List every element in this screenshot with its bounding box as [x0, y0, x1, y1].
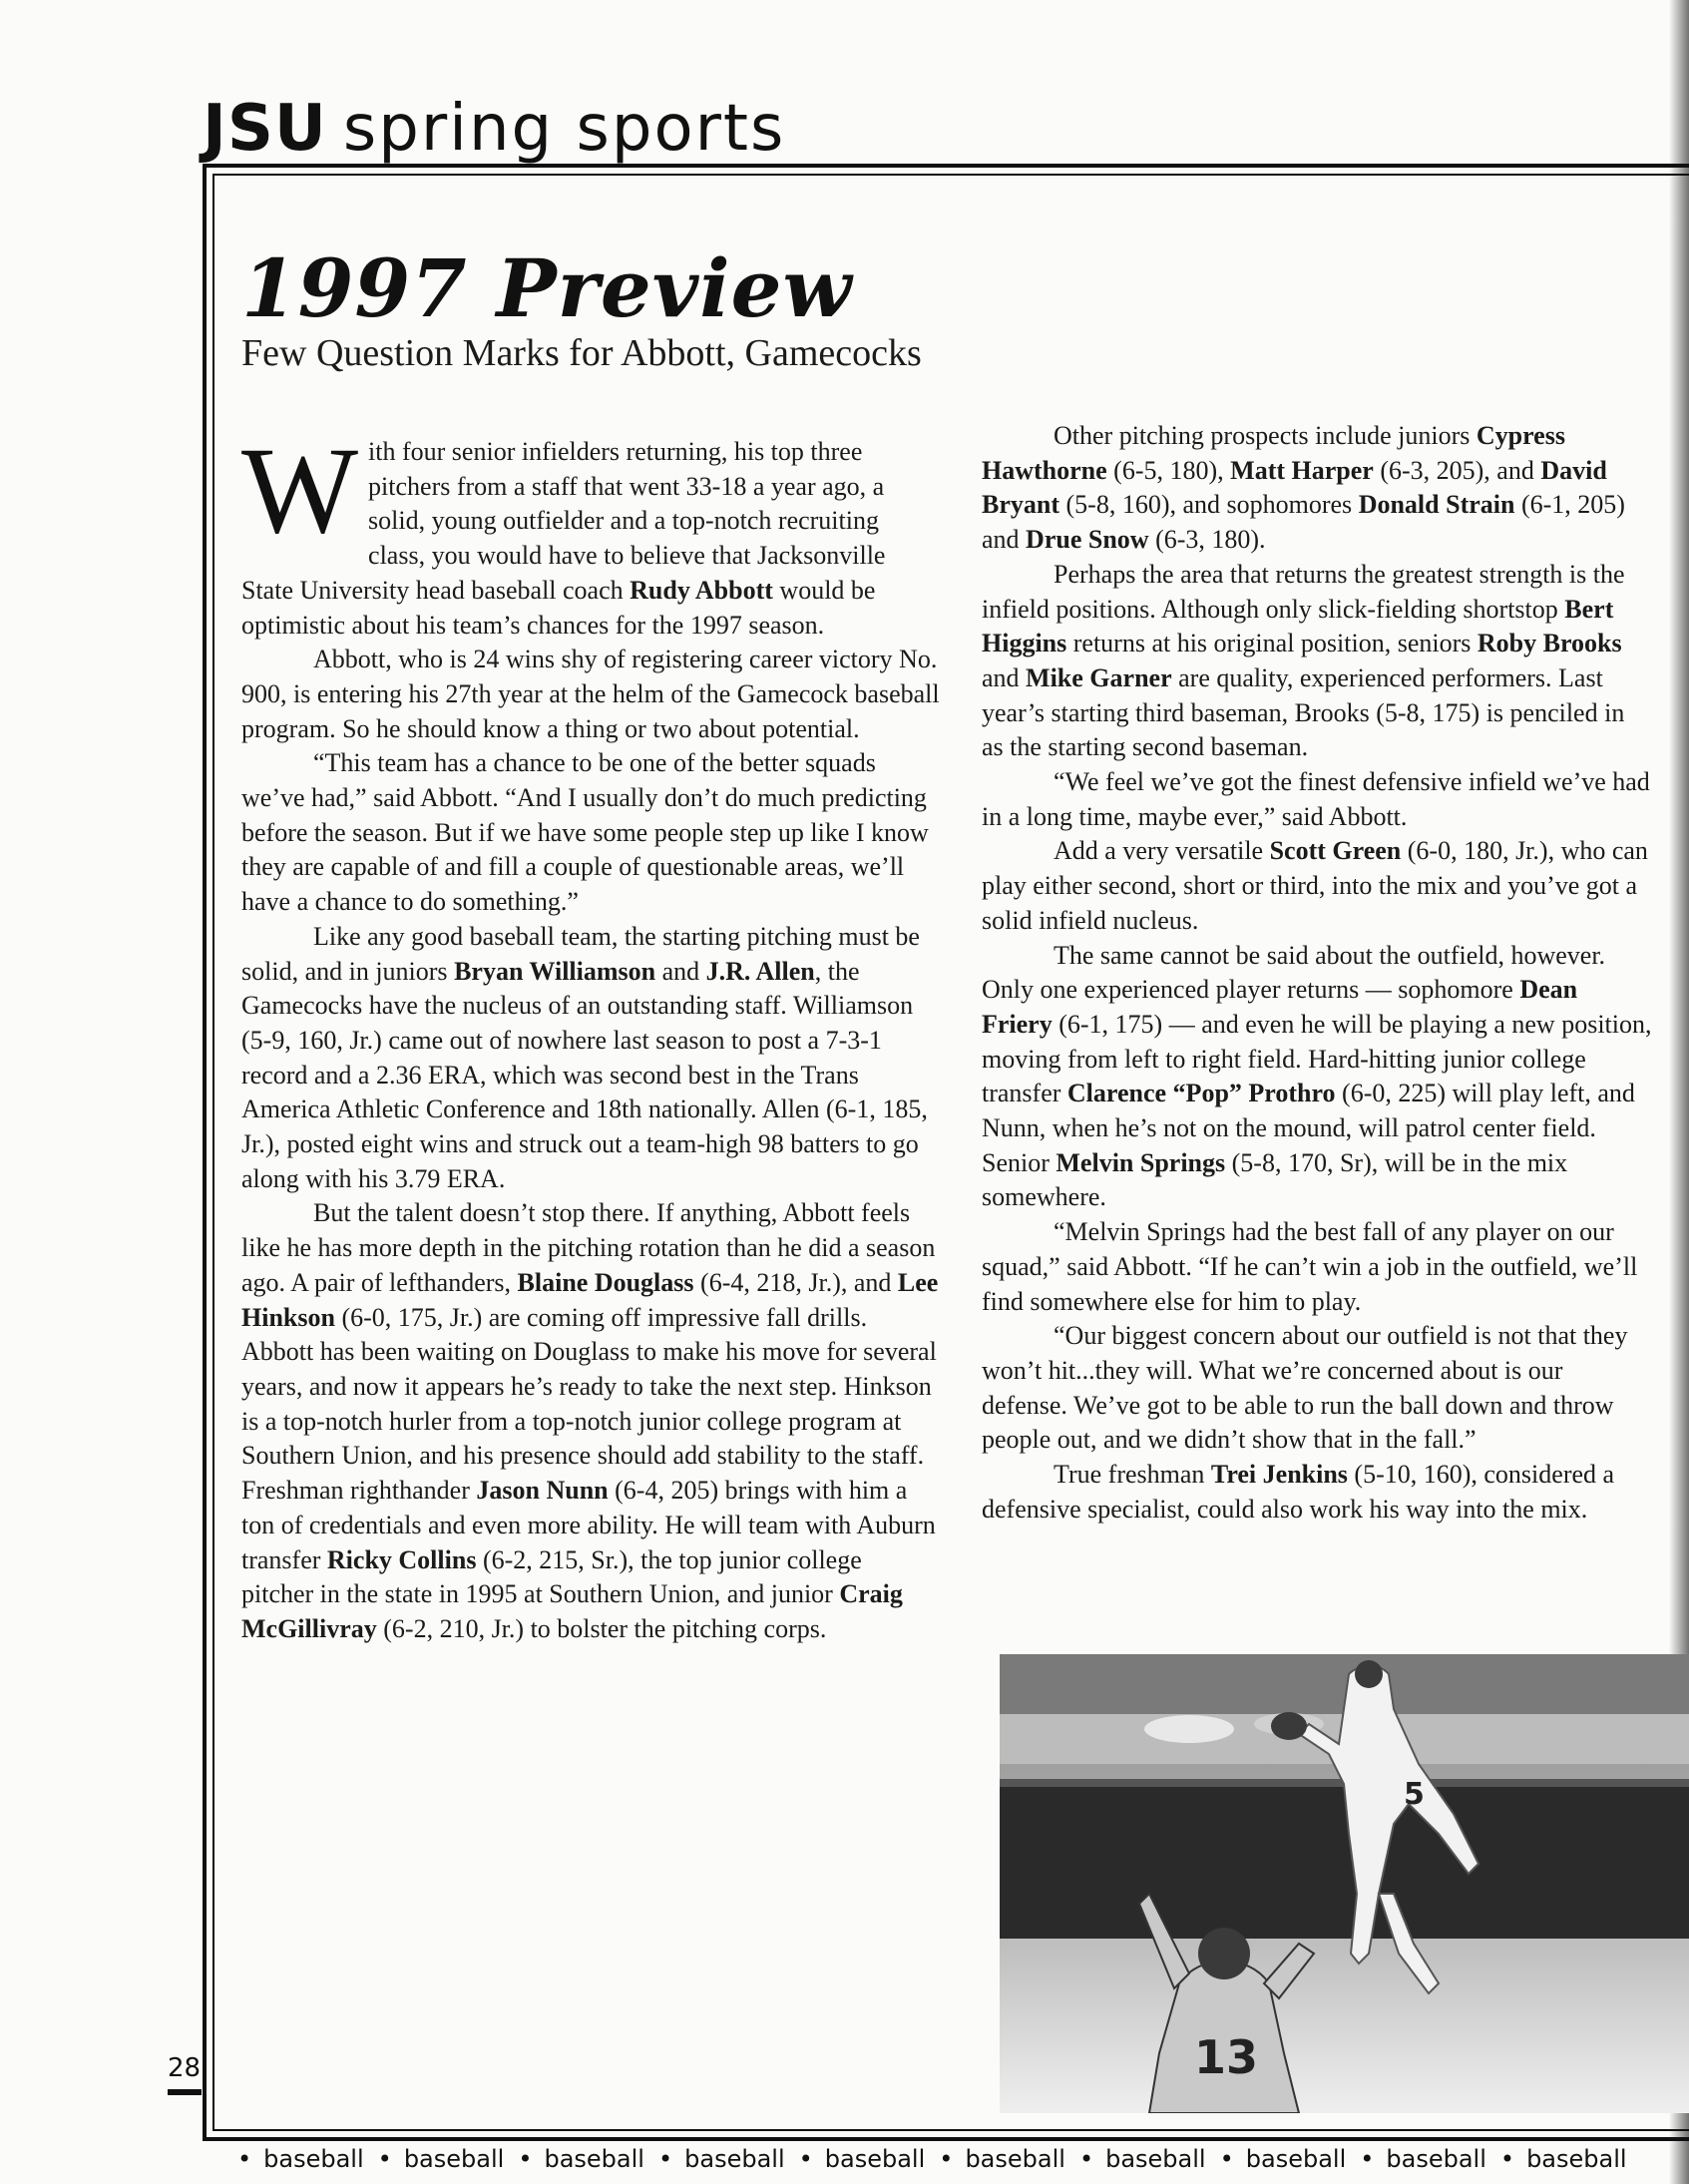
player-name: Craig McGillivray: [241, 1579, 903, 1643]
footer-item: [1500, 2145, 1627, 2173]
footer-bullet: •: [377, 2145, 392, 2173]
text: Add a very versatile: [1054, 836, 1270, 866]
footer-bullet: •: [237, 2145, 252, 2173]
player-name: Jason Nunn: [476, 1476, 609, 1506]
footer-item: [658, 2145, 785, 2173]
paragraph: “Melvin Springs had the best fall of any player on our squad,” said Abbott. “If he can’t win a job in the outfield, we’ll find somewhere else for him to play.: [982, 1217, 1638, 1316]
player-name: Trei Jenkins: [1210, 1460, 1348, 1490]
footer-word: baseball: [403, 2145, 505, 2173]
player-name: Matt Harper: [1230, 455, 1374, 485]
player-name: Bryan Williamson: [454, 956, 656, 986]
paragraph: [982, 558, 1652, 765]
header-section: spring sports: [342, 92, 786, 166]
footer-bullet: •: [1219, 2145, 1234, 2173]
footer-word: baseball: [1245, 2145, 1347, 2173]
text: (6-0, 225) will play left, and Nunn, when he’s not on the mound, will patrol center field. Senior: [982, 1079, 1635, 1177]
paragraph: “We feel we’ve got the finest defensive infield we’ve had in a long time, maybe ever,” said Abbott.: [982, 767, 1650, 831]
footer-item: [518, 2145, 644, 2173]
text: , the Gamecocks have the nucleus of an outstanding staff. Williamson (5-9, 160, Jr.) came out of nowhere last season to post a 7-3-1 record and a 2.36 ERA, which was second best in the Trans America Athletic Conference and 18th nationally. Allen (6-1, 185, Jr.), posted eight wins and struck out a team-high 98 batters to go along with his 3.79 ERA.: [241, 956, 928, 1193]
footer-item: [237, 2145, 364, 2173]
text: (5-10, 160), considered a defensive specialist, could also work his way into the mix.: [982, 1460, 1615, 1524]
footer-word: baseball: [965, 2145, 1065, 2173]
text: are quality, experienced performers. Last year’s starting third baseman, Brooks (5-8, 175) is penciled in as the starting second baseman.: [982, 662, 1625, 762]
player-name: Melvin Springs: [1056, 1147, 1226, 1177]
player-name: Mike Garner: [1026, 662, 1172, 692]
drop-cap: W: [241, 422, 359, 559]
footer-bullet: •: [1360, 2145, 1375, 2173]
page-number: 28: [168, 2053, 202, 2083]
player-name: Clarence “Pop” Prothro: [1066, 1079, 1336, 1108]
footer-bullet: •: [798, 2145, 813, 2173]
footer-word: baseball: [824, 2145, 926, 2173]
footer-item: [1360, 2145, 1486, 2173]
player-name: Dean Friery: [982, 975, 1578, 1039]
paragraph: [982, 834, 1652, 938]
paragraph: [241, 1196, 940, 1646]
paragraph: [982, 1458, 1652, 1527]
article-column-left: [241, 422, 940, 1647]
text: (6-0, 175, Jr.) are coming off impressive fall drills. Abbott has been waiting on Douglass to make his move for several years, and now it appears he’s ready to take the next step. Hinkson is a top-notch hurler from a top-notch junior college program at Southern Union, and his presence should add stability to the staff. Freshman righthander: [241, 1302, 937, 1506]
text: returns at his original position, seniors: [1066, 629, 1478, 658]
text: (6-4, 218, Jr.), and: [693, 1267, 898, 1297]
player-name: Donald Strain: [1358, 490, 1515, 520]
text: Perhaps the area that returns the greatest strength is the infield positions. Although only slick-fielding shortstop: [982, 559, 1625, 624]
text: ith four senior infielders returning, his top three pitchers from a staff that went 33-18 a year ago, a solid, young outfielder and a top-notch recruiting class, you would have to believe that Jacksonville State University head baseball coach: [241, 437, 886, 605]
paragraph: [241, 920, 940, 1197]
footer-item: [799, 2145, 926, 2173]
text: (6-2, 210, Jr.) to bolster the pitching corps.: [376, 1613, 827, 1643]
text: (6-1, 205) and: [982, 490, 1625, 555]
text: and: [655, 956, 706, 986]
text: (5-8, 170, Sr), will be in the mix somewhere.: [982, 1147, 1568, 1212]
footer-word: baseball: [1386, 2145, 1486, 2173]
player-name: Ricky Collins: [326, 1544, 477, 1574]
text: (6-5, 180),: [1106, 455, 1231, 485]
article-column-right: [982, 419, 1652, 1528]
text: Other pitching prospects include juniors: [1054, 421, 1477, 450]
page-header: [203, 92, 785, 166]
paragraph: “Our biggest concern about our outfield is not that they won’t hit...they will. What we’re concerned about is our defense. We’ve got to be able to run the ball down and throw people out, and we didn’t show that in the fall.”: [982, 1321, 1628, 1455]
baseball-action-photo: [1000, 1654, 1689, 2113]
player-name: Rudy Abbott: [630, 575, 773, 605]
text: (6-3, 205), and: [1373, 455, 1541, 485]
footer-word: baseball: [263, 2145, 364, 2173]
player-name: David Bryant: [982, 455, 1607, 520]
player-name: Bert Higgins: [982, 594, 1614, 658]
footer-item: [378, 2145, 505, 2173]
paragraph: [982, 419, 1652, 558]
paragraph: [241, 422, 940, 643]
article-subtitle: Few Question Marks for Abbott, Gamecocks: [241, 332, 922, 374]
text: and: [982, 662, 1027, 692]
text: (5-8, 160), and sophomores: [1059, 490, 1359, 520]
player-name: Blaine Douglass: [517, 1267, 694, 1297]
page-number-bar: [168, 2089, 202, 2095]
text: (6-0, 180, Jr.), who can play either second, short or third, into the mix and you’ve got a solid infield nucleus.: [982, 836, 1648, 935]
paragraph: [982, 939, 1652, 1216]
footer-item: [1079, 2145, 1206, 2173]
article-title: 1997 Preview: [241, 241, 853, 335]
footer-bullet: •: [939, 2145, 954, 2173]
text: But the talent doesn’t stop there. If anything, Abbott feels like he has more depth in the pitching rotation than he did a season ago. A pair of lefthanders,: [241, 1198, 936, 1297]
text: would be optimistic about his team’s chances for the 1997 season.: [241, 575, 876, 640]
player-name: Scott Green: [1269, 836, 1402, 866]
footer-word: baseball: [1105, 2145, 1206, 2173]
footer-bullet: •: [518, 2145, 533, 2173]
text: True freshman: [1054, 1460, 1211, 1490]
header-brand: JSU: [203, 92, 327, 166]
jersey-number-front: 13: [1194, 2030, 1259, 2084]
text: Like any good baseball team, the starting pitching must be solid, and in juniors: [241, 921, 920, 986]
jersey-number-back: 5: [1404, 1777, 1425, 1812]
text: The same cannot be said about the outfield, however. Only one experienced player returns — sophomore: [982, 940, 1606, 1005]
player-name: J.R. Allen: [705, 956, 815, 986]
text: (6-4, 205) brings with him a ton of credentials and even more ability. He will team with Auburn transfer: [241, 1476, 936, 1574]
footer-word: baseball: [544, 2145, 644, 2173]
text: (6-1, 175) — and even he will be playing a new position, moving from left to right field. Hard-hitting junior college transfer: [982, 1009, 1652, 1108]
footer-bullet: •: [1499, 2145, 1515, 2173]
footer-strip: [237, 2145, 1689, 2181]
player-name: Cypress Hawthorne: [982, 421, 1565, 485]
footer-bullet: •: [1078, 2145, 1094, 2173]
player-name: Lee Hinkson: [241, 1267, 939, 1332]
footer-item: [1220, 2145, 1347, 2173]
text: (6-3, 180).: [1148, 525, 1266, 555]
footer-word: baseball: [684, 2145, 785, 2173]
footer-word: baseball: [1526, 2145, 1627, 2173]
footer-bullet: •: [657, 2145, 673, 2173]
paragraph: Abbott, who is 24 wins shy of registering career victory No. 900, is entering his 27th year at the helm of the Gamecock baseball program. So he should know a thing or two about potential.: [241, 645, 940, 743]
player-name: Roby Brooks: [1477, 629, 1622, 658]
player-name: Drue Snow: [1026, 525, 1149, 555]
footer-item: [939, 2145, 1065, 2173]
text: (6-2, 215, Sr.), the top junior college pitcher in the state in 1995 at Southern Union, and junior: [241, 1544, 862, 1609]
paragraph: “This team has a chance to be one of the better squads we’ve had,” said Abbott. “And I usually don’t do much predicting before the season. But if we have some people step up like I know they are capable of and fill a couple of questionable areas, we’ll have a chance to do something.”: [241, 748, 929, 917]
